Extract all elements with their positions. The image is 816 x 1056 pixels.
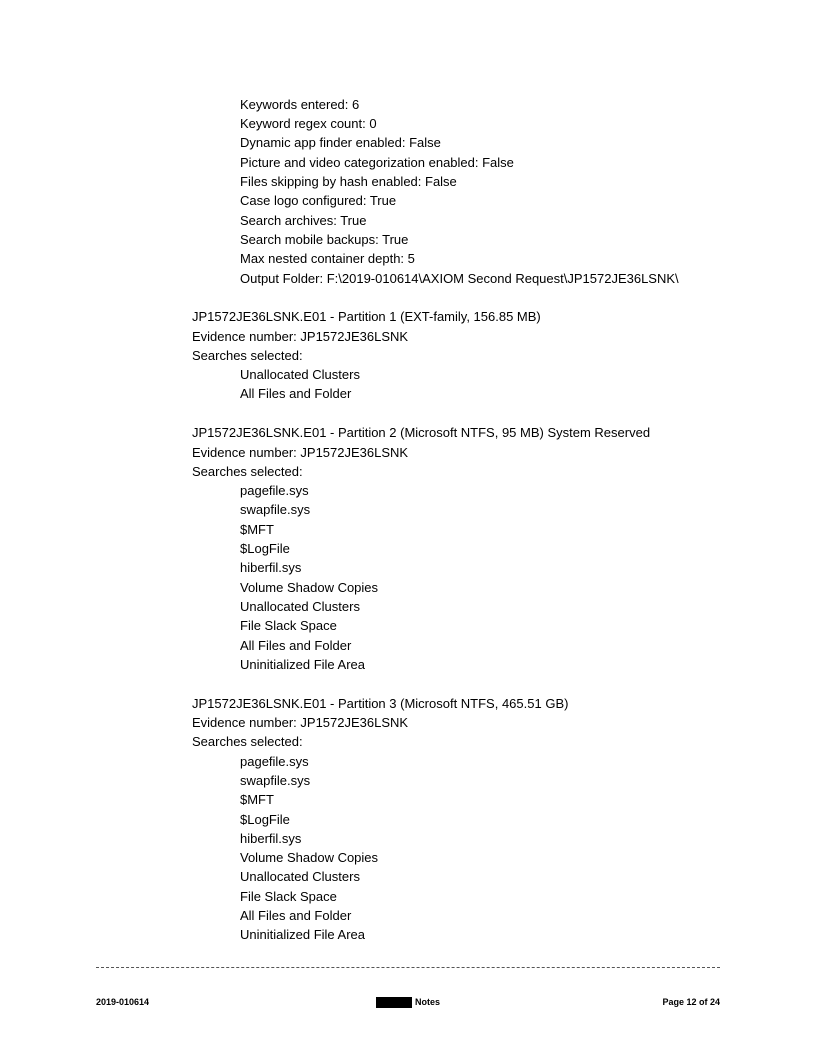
search-item: Unallocated Clusters — [240, 869, 360, 884]
search-item: $MFT — [240, 522, 274, 537]
evidence-number: Evidence number: JP1572JE36LSNK — [192, 445, 409, 460]
search-item: pagefile.sys — [240, 483, 309, 498]
search-item: File Slack Space — [240, 618, 337, 633]
output-folder-line: Output Folder: F:\2019-010614\AXIOM Second Request\JP1572JE36LSNK\ — [240, 271, 679, 286]
search-item: $LogFile — [240, 541, 290, 556]
evidence-number: Evidence number: JP1572JE36LSNK — [192, 715, 409, 730]
redaction-bar — [376, 997, 412, 1008]
search-item: hiberfil.sys — [240, 560, 302, 575]
search-item: Uninitialized File Area — [240, 927, 366, 942]
search-item: Uninitialized File Area — [240, 657, 366, 672]
search-item: hiberfil.sys — [240, 831, 302, 846]
searches-label: Searches selected: — [192, 734, 303, 749]
setting-line: Search mobile backups: True — [240, 232, 409, 247]
search-item: All Files and Folder — [240, 386, 352, 401]
search-item: All Files and Folder — [240, 638, 352, 653]
search-item: swapfile.sys — [240, 773, 311, 788]
search-item: $MFT — [240, 792, 274, 807]
search-item: Volume Shadow Copies — [240, 580, 379, 595]
partition-title: JP1572JE36LSNK.E01 - Partition 2 (Microsoft NTFS, 95 MB) System Reserved — [192, 425, 651, 440]
footer-divider — [96, 967, 720, 968]
search-item: Unallocated Clusters — [240, 367, 360, 382]
partition-title: JP1572JE36LSNK.E01 - Partition 3 (Microsoft NTFS, 465.51 GB) — [192, 696, 569, 711]
setting-line: Picture and video categorization enabled: False — [240, 155, 514, 170]
search-item: Unallocated Clusters — [240, 599, 360, 614]
footer-page-number: Page 12 of 24 — [662, 997, 720, 1007]
evidence-number: Evidence number: JP1572JE36LSNK — [192, 329, 409, 344]
searches-label: Searches selected: — [192, 464, 303, 479]
footer-notes-label: Notes — [415, 997, 441, 1007]
search-item: All Files and Folder — [240, 908, 352, 923]
setting-line: Keyword regex count: 0 — [240, 116, 377, 131]
setting-line: Dynamic app finder enabled: False — [240, 135, 441, 150]
setting-line: Max nested container depth: 5 — [240, 251, 415, 266]
search-item: pagefile.sys — [240, 754, 309, 769]
partition-title: JP1572JE36LSNK.E01 - Partition 1 (EXT-family, 156.85 MB) — [192, 309, 541, 324]
search-item: $LogFile — [240, 812, 290, 827]
setting-line: Search archives: True — [240, 213, 367, 228]
setting-line: Keywords entered: 6 — [240, 97, 360, 112]
setting-line: Files skipping by hash enabled: False — [240, 174, 457, 189]
search-item: File Slack Space — [240, 889, 337, 904]
searches-label: Searches selected: — [192, 348, 303, 363]
setting-line: Case logo configured: True — [240, 193, 397, 208]
search-item: swapfile.sys — [240, 502, 311, 517]
footer-case-number: 2019-010614 — [96, 997, 150, 1007]
search-item: Volume Shadow Copies — [240, 850, 379, 865]
